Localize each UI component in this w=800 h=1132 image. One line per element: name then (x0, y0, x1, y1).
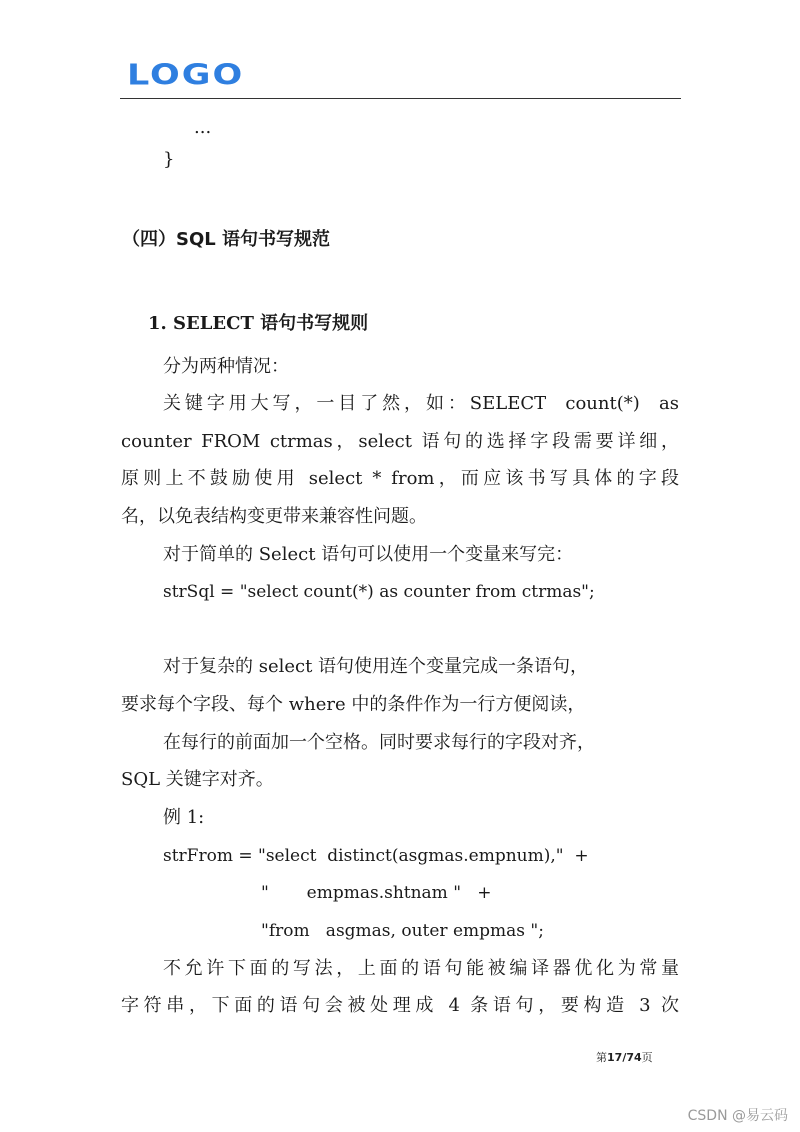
paragraph-line: 名，以免表结构变更带来兼容性问题。 (121, 506, 427, 527)
paragraph-line: 关键字用大写，一目了然，如：SELECT count(*) as (163, 393, 679, 414)
paragraph-line: counter FROM ctrmas，select 语句的选择字段需要详细， (121, 431, 679, 452)
paragraph-line: 在每行的前面加一个空格。同时要求每行的字段对齐， (163, 732, 595, 753)
subsection-title: 1. SELECT 语句书写规则 (148, 313, 369, 334)
page-number (596, 1049, 653, 1065)
paragraph-line: 对于复杂的 select 语句使用连个变量完成一条语句， (163, 656, 589, 677)
code-closing-brace: } (163, 149, 175, 170)
logo: LOGO (127, 59, 245, 92)
code-line: " empmas.shtnam " + (261, 883, 492, 903)
code-ellipsis: ... (194, 117, 212, 138)
page-total: 74 (626, 1051, 642, 1064)
paragraph-line: 分为两种情况： (163, 356, 289, 377)
page-separator: / (622, 1051, 627, 1064)
example-label: 例 1: (163, 807, 205, 828)
code-line: "from asgmas, outer empmas "; (261, 921, 544, 941)
paragraph-line: 不允许下面的写法，上面的语句能被编译器优化为常量 (163, 958, 679, 979)
section-title: （四）SQL 语句书写规范 (122, 229, 331, 250)
page-prefix: 第 (596, 1051, 607, 1064)
header-divider (120, 98, 681, 99)
page-current: 17 (607, 1051, 623, 1064)
watermark: CSDN @易云码 (687, 1108, 788, 1124)
paragraph-line: 原则上不鼓励使用 select * from，而应该书写具体的字段 (121, 468, 679, 489)
code-line: strFrom = "select distinct(asgmas.empnum)," + (163, 846, 589, 866)
paragraph-line: 要求每个字段、每个 where 中的条件作为一行方便阅读， (121, 694, 586, 715)
page-suffix: 页 (641, 1051, 653, 1064)
paragraph-line: SQL 关键字对齐。 (121, 769, 274, 790)
paragraph-line: 字符串，下面的语句会被处理成 4 条语句，要构造 3 次 (121, 995, 679, 1016)
code-line: strSql = "select count(*) as counter from ctrmas"; (163, 582, 595, 602)
paragraph-line: 对于简单的 Select 语句可以使用一个变量来写完： (163, 544, 574, 565)
